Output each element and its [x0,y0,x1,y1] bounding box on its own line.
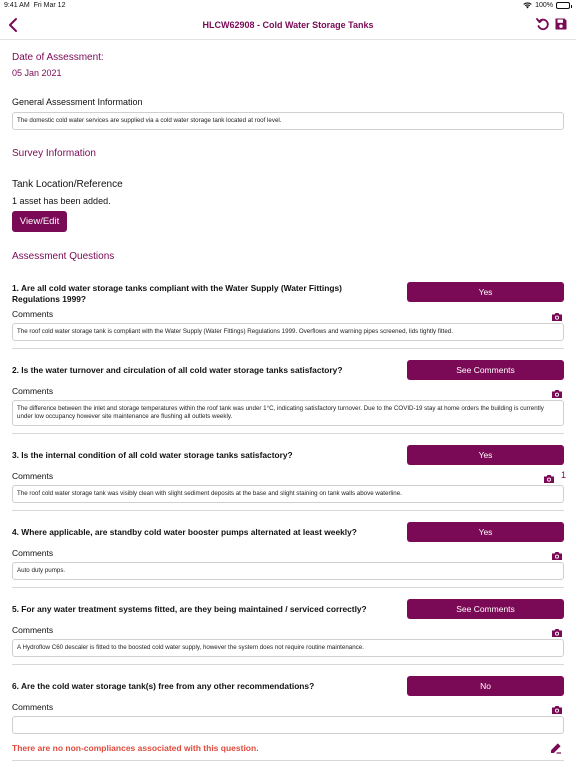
question-1-comment-field[interactable]: The roof cold water storage tank is compliant with the Water Supply (Water Fittings) Regulations 1999. Overflows and warning pipes screened, lids tightly fitted. [12,323,564,341]
tank-location-label: Tank Location/Reference [12,179,123,190]
question-4-text: 4. Where applicable, are standby cold water booster pumps alternated at least weekly? [12,527,357,537]
date-label: Date of Assessment: [12,52,104,63]
question-3-comments-label: Comments [12,471,54,481]
divider [12,664,564,665]
camera-icon[interactable] [551,548,563,558]
question-2-text: 2. Is the water turnover and circulation of all cold water storage tanks satisfactory? [12,365,343,375]
divider [12,433,564,434]
status-right [523,2,570,9]
question-5-comments-label: Comments [12,625,54,635]
assessment-questions-heading: Assessment Questions [12,251,115,262]
date-value: 05 Jan 2021 [12,68,62,78]
question-6-answer-button[interactable]: No [407,676,564,696]
question-4-answer-button[interactable]: Yes [407,522,564,542]
question-4-comments-label: Comments [12,548,54,558]
question-3-text: 3. Is the internal condition of all cold water storage tanks satisfactory? [12,450,293,460]
divider [12,510,564,511]
status-time: 9:41 AM Fri Mar 12 [4,2,66,9]
photo-count-badge: 1 [560,470,566,480]
question-1-text: 1. Are all cold water storage tanks compliant with the Water Supply (Water Fittings) Regulations 1999? [12,283,342,304]
divider [12,587,564,588]
battery-percent: 100% [535,2,553,9]
view-edit-button[interactable]: View/Edit [12,211,67,232]
camera-icon[interactable] [551,309,563,319]
divider [12,760,564,761]
question-5-text: 5. For any water treatment systems fitted, are they being maintained / serviced correctly? [12,604,367,614]
camera-icon[interactable] [551,386,563,396]
divider [12,348,564,349]
question-6-text: 6. Are the cold water storage tank(s) free from any other recommendations? [12,681,315,691]
camera-icon[interactable] [551,702,563,712]
noncompliance-message: There are no non-compliances associated with this question. [12,743,259,753]
question-2-answer-button[interactable]: See Comments [407,360,564,380]
asset-count-text: 1 asset has been added. [12,196,111,206]
question-2-comments-label: Comments [12,386,54,396]
question-1-comments-label: Comments [12,309,54,319]
question-4-comment-field[interactable]: Auto duty pumps. [12,562,564,580]
general-info-field[interactable]: The domestic cold water services are supplied via a cold water storage tank located at roof level. [12,112,564,130]
camera-icon[interactable] [551,625,563,635]
general-info-label: General Assessment Information [12,97,143,107]
save-icon[interactable] [554,17,568,31]
battery-icon [556,2,570,9]
nav-bar [0,12,576,40]
question-5-comment-field[interactable]: A Hydroflow C60 descaler is fitted to the boosted cold water supply, however the system does not require routine maintenance. [12,639,564,657]
question-3-comment-field[interactable]: The roof cold water storage tank was visibly clean with slight sediment deposits at the base and slight staining on tank walls above waterline. [12,485,564,503]
undo-icon[interactable] [536,17,550,31]
camera-icon[interactable] [543,471,555,481]
question-2-comment-field[interactable]: The difference between the inlet and storage temperatures within the roof tank was under 1°C, indicating satisfactory turnover. Due to the COVID-19 stay at home orders the building is currently under low occupancy however site maintenance are flushing all outlets weekly. [12,400,564,426]
question-5-answer-button[interactable]: See Comments [407,599,564,619]
status-bar [0,0,576,12]
edit-icon[interactable] [550,741,562,753]
question-6-comments-label: Comments [12,702,54,712]
question-3-answer-button[interactable]: Yes [407,445,564,465]
question-6-comment-field[interactable] [12,716,564,734]
survey-heading: Survey Information [12,148,96,159]
page-title: HLCW62908 - Cold Water Storage Tanks [202,20,374,30]
wifi-icon [523,2,532,9]
question-1-answer-button[interactable]: Yes [407,282,564,302]
